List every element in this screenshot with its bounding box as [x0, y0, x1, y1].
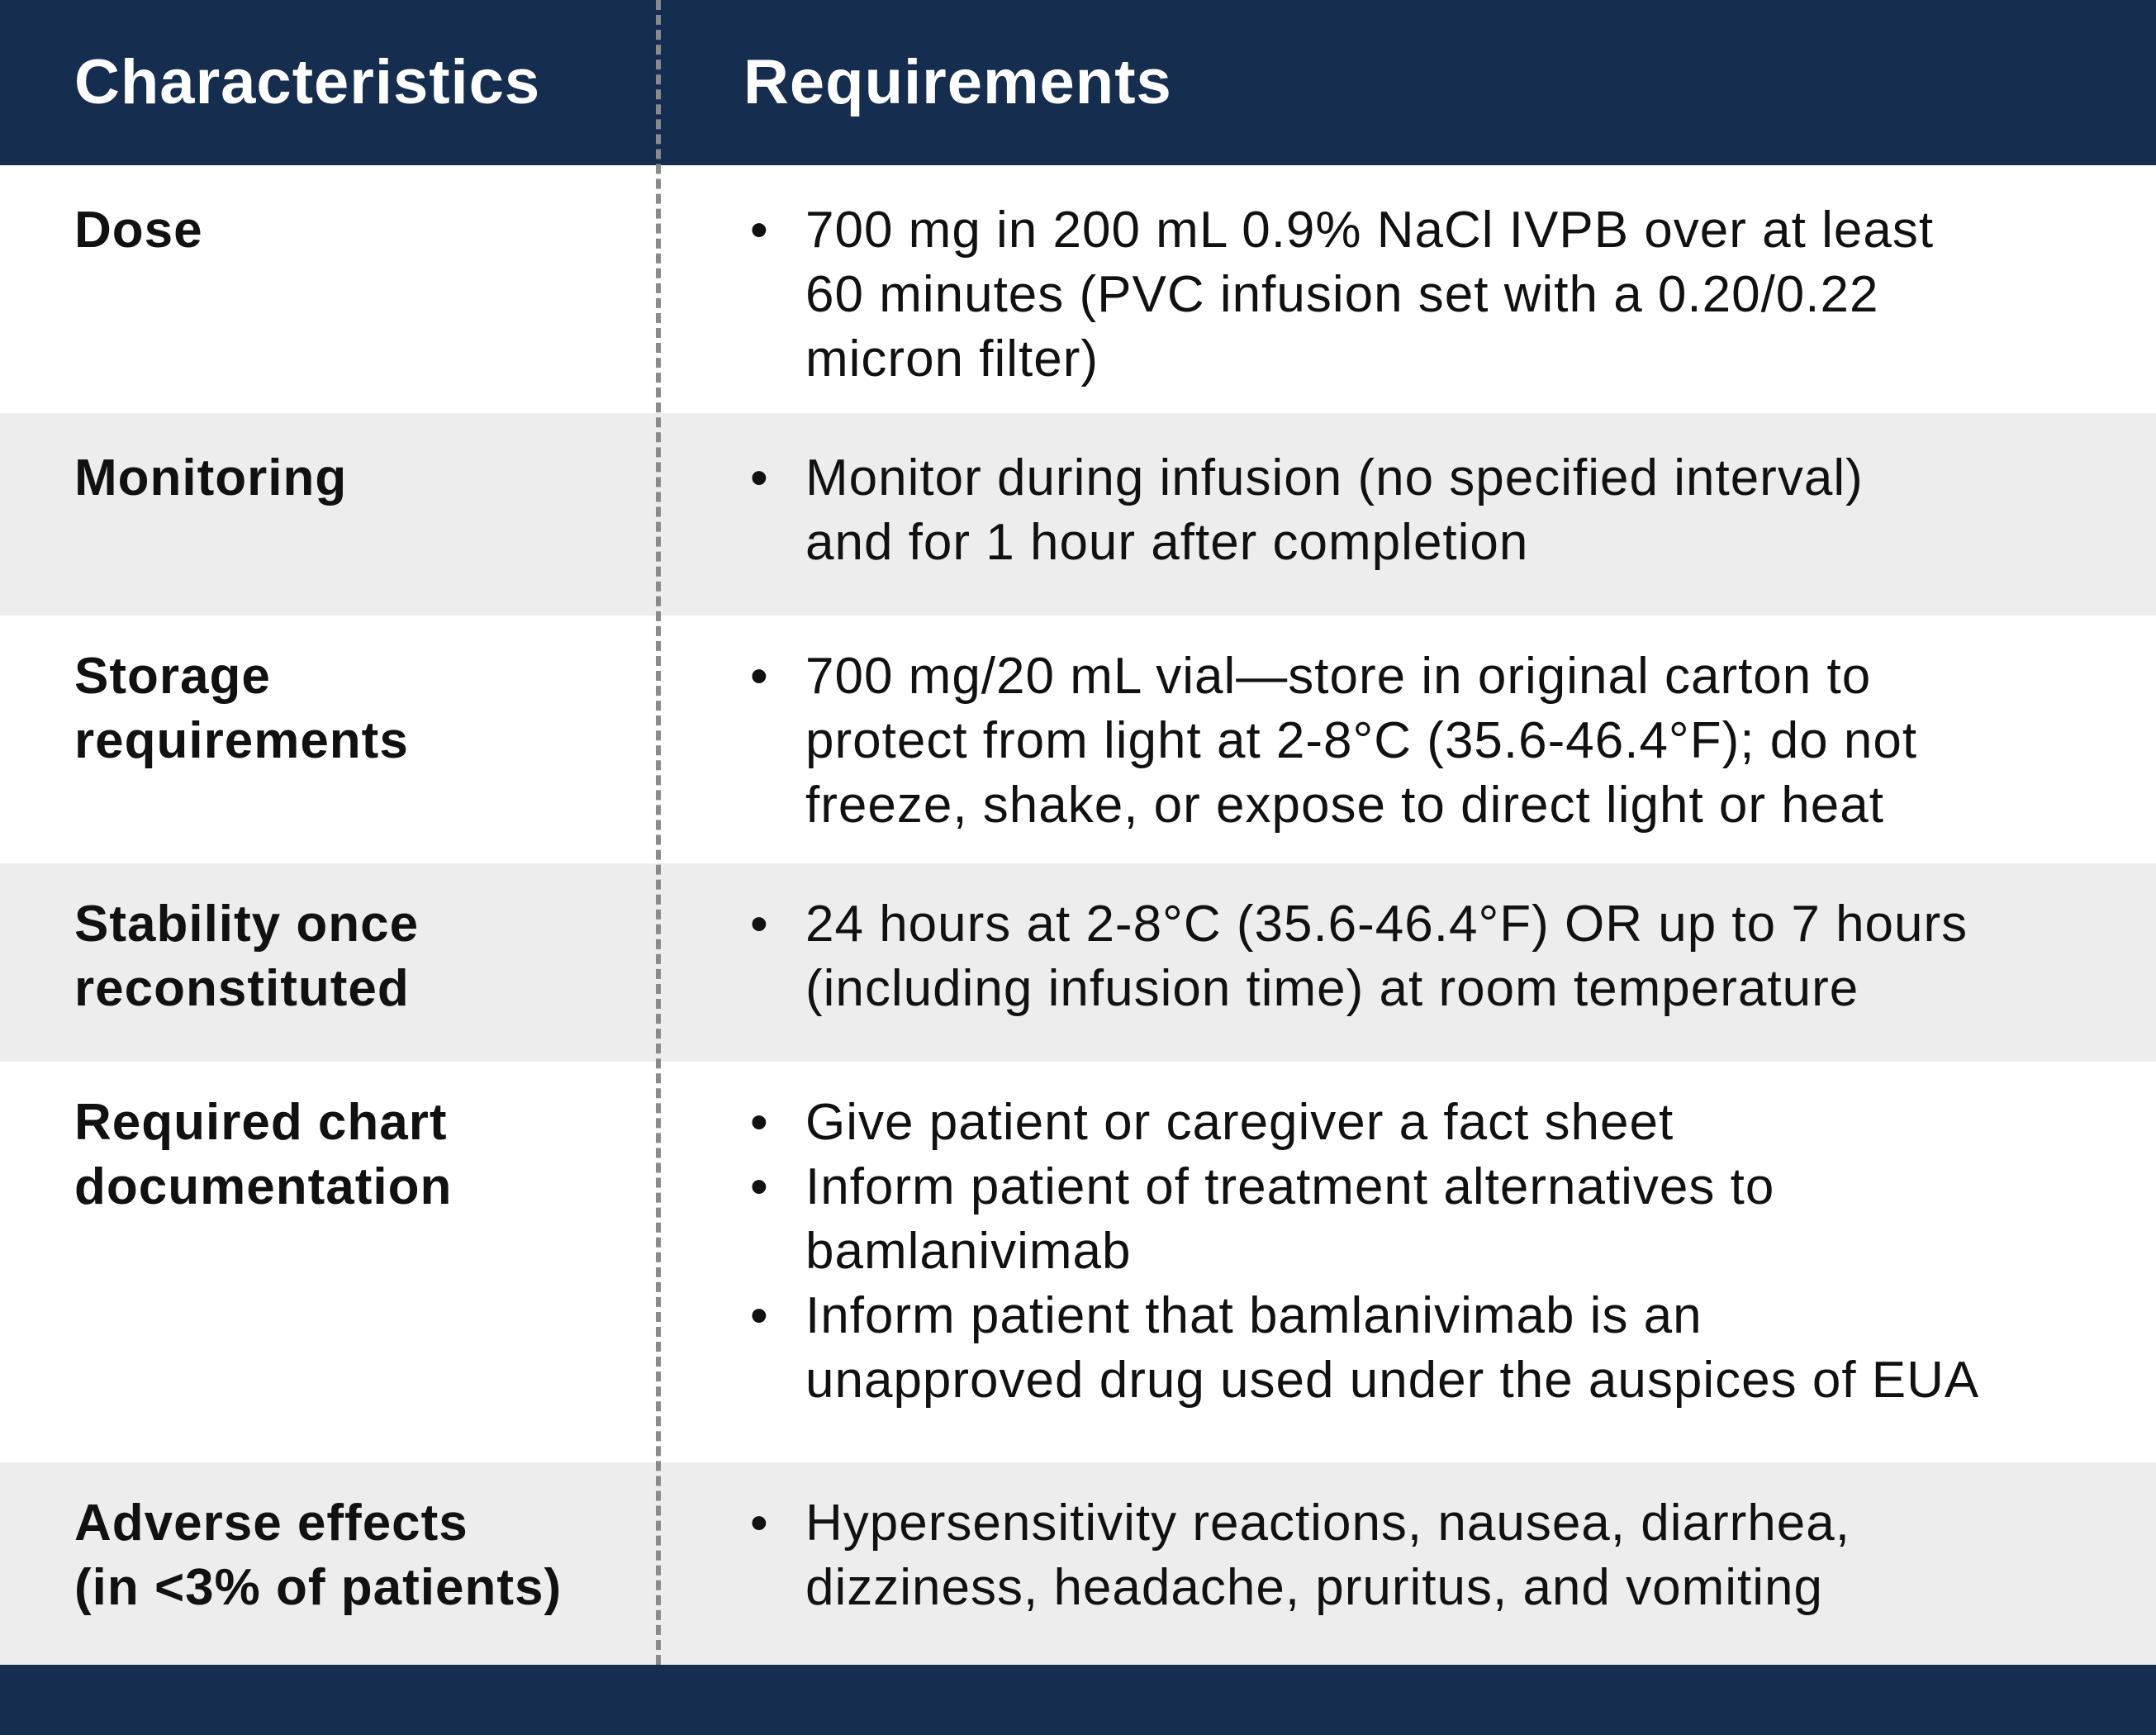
- table-row: [0, 165, 2156, 413]
- list-item: [743, 1491, 2098, 1620]
- requirements-list: [743, 1491, 2098, 1620]
- table-row: [0, 1462, 2156, 1665]
- row-label-line: Storage: [74, 648, 271, 705]
- bullet-icon: •: [750, 1158, 769, 1215]
- requirement-text-line: and for 1 hour after completion: [805, 514, 1529, 571]
- requirement-text-line: protect from light at 2-8°C (35.6-46.4°F); do not: [805, 712, 1918, 769]
- row-label-line: Required chart: [74, 1094, 448, 1151]
- row-label-line: documentation: [74, 1158, 453, 1215]
- requirement-text-line: Hypersensitivity reactions, nausea, diarrhea,: [805, 1495, 1850, 1552]
- list-item: [743, 644, 2098, 838]
- requirement-text-line: Inform patient that bamlanivimab is an: [805, 1287, 1702, 1344]
- list-item: [743, 892, 2098, 1021]
- row-label-line: (in <3% of patients): [74, 1559, 563, 1616]
- bullet-icon: •: [750, 1287, 769, 1344]
- requirement-text-line: (including infusion time) at room temperature: [805, 960, 1859, 1017]
- requirement-text-line: unapproved drug used under the auspices of EUA: [805, 1352, 1980, 1409]
- requirement-text-line: micron filter): [805, 330, 1099, 387]
- table-row: [0, 863, 2156, 1062]
- row-label-line: requirements: [74, 712, 409, 769]
- row-label: [74, 1491, 653, 1620]
- requirement-text-line: freeze, shake, or expose to direct light or heat: [805, 777, 1884, 834]
- bullet-icon: •: [750, 1094, 769, 1151]
- row-label-line: Stability once: [74, 896, 420, 953]
- requirement-text-line: 700 mg in 200 mL 0.9% NaCl IVPB over at least: [805, 202, 1935, 259]
- list-item: [743, 1284, 2098, 1413]
- row-label: [74, 1091, 653, 1219]
- requirements-list: [743, 198, 2098, 392]
- row-label-line: reconstituted: [74, 960, 410, 1017]
- bullet-icon: •: [750, 896, 769, 953]
- list-item: [743, 1091, 2098, 1155]
- row-label-line: Dose: [74, 202, 203, 259]
- requirement-text-line: bamlanivimab: [805, 1223, 1132, 1280]
- row-label-line: Monitoring: [74, 449, 348, 506]
- bullet-icon: •: [750, 449, 769, 506]
- list-item: [743, 1155, 2098, 1284]
- requirement-text-line: 60 minutes (PVC infusion set with a 0.20/0.22: [805, 266, 1879, 323]
- bullet-icon: •: [750, 648, 769, 705]
- header-characteristics: Characteristics: [74, 47, 541, 117]
- requirement-text-line: dizziness, headache, pruritus, and vomiting: [805, 1559, 1823, 1616]
- requirement-text-line: 24 hours at 2-8°C (35.6-46.4°F) OR up to 7 hours: [805, 896, 1968, 953]
- requirements-list: [743, 1091, 2098, 1413]
- requirements-list: [743, 446, 2098, 575]
- row-label: [74, 644, 653, 773]
- row-label: [74, 892, 653, 1021]
- requirement-text-line: Monitor during infusion (no specified interval): [805, 449, 1864, 506]
- bullet-icon: •: [750, 1495, 769, 1552]
- table-row: [0, 616, 2156, 863]
- row-label: [74, 198, 653, 263]
- table-footer-bar: [0, 1665, 2156, 1735]
- header-requirements: Requirements: [743, 47, 1172, 117]
- table-row: [0, 413, 2156, 616]
- table-header: [0, 0, 2156, 165]
- table-row: [0, 1062, 2156, 1462]
- column-divider: [656, 0, 661, 1665]
- requirement-text-line: Inform patient of treatment alternatives to: [805, 1158, 1775, 1215]
- row-label: [74, 446, 653, 511]
- row-label-line: Adverse effects: [74, 1495, 468, 1552]
- requirement-text-line: Give patient or caregiver a fact sheet: [805, 1094, 1674, 1151]
- bullet-icon: •: [750, 202, 769, 259]
- requirements-list: [743, 892, 2098, 1021]
- requirement-text-line: 700 mg/20 mL vial—store in original carton to: [805, 648, 1872, 705]
- requirements-list: [743, 644, 2098, 838]
- list-item: [743, 446, 2098, 575]
- list-item: [743, 198, 2098, 392]
